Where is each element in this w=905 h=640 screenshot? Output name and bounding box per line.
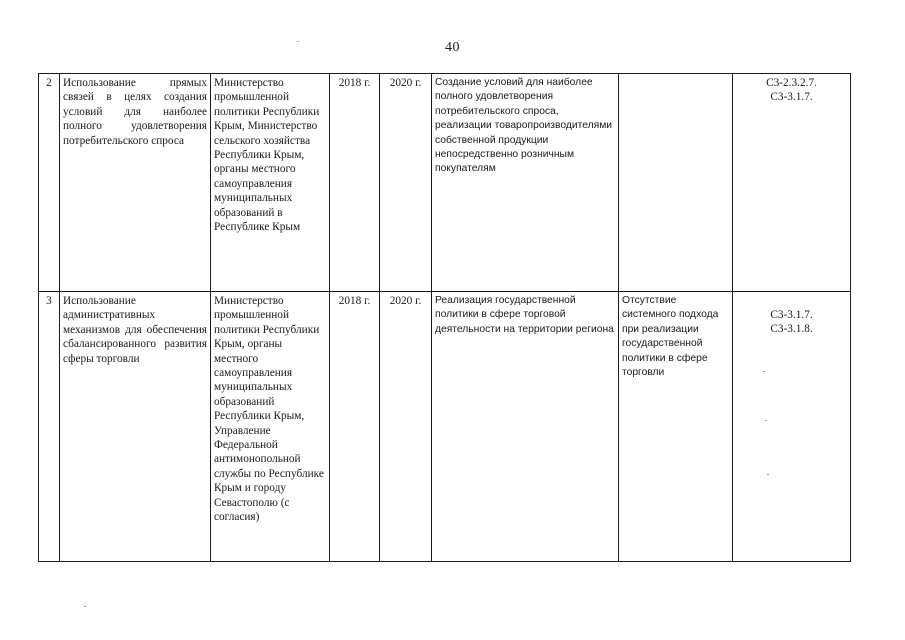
codes-cell: [733, 74, 851, 292]
problem-cell: Отсутствие системного подхода при реализации государственной политики в сфере торговли: [619, 292, 733, 562]
executors-cell: Министерство промышленной политики Республики Крым, Министерство сельского хозяйства Республики Крым, органы местного самоуправления муниципальных образований в Республике Крым: [211, 74, 330, 292]
scan-speck: [765, 420, 767, 421]
page-number: 40: [445, 40, 460, 55]
measure-name-cell: Использование административных механизмов для обеспечения сбалансированного развития сферы торговли: [60, 292, 211, 562]
scan-speck: [297, 41, 299, 42]
expected-result-cell: Реализация государственной политики в сфере торговой деятельности на территории региона: [432, 292, 619, 562]
expected-result-cell: Создание условий для наиболее полного удовлетворения потребительского спроса, реализации товаропроизводителями собственной продукции непосредственно розничным покупателям: [432, 74, 619, 292]
start-year-cell: 2018 г.: [330, 74, 380, 292]
row-number-cell: 3: [39, 292, 60, 562]
end-year-cell: 2020 г.: [380, 74, 432, 292]
scan-speck: [767, 474, 769, 475]
code-item: С3-2.3.2.7.: [766, 77, 817, 89]
codes-cell: [733, 292, 851, 562]
executors-cell: Министерство промышленной политики Республики Крым, органы местного самоуправления муниципальных образований Республики Крым, Управление Федеральной антимонопольной службы по Республике Крым и городу Севастополю (с согласия): [211, 292, 330, 562]
code-item: С3-3.1.7.: [770, 91, 813, 104]
row-number-cell: 2: [39, 74, 60, 292]
code-item: С3-3.1.8.: [770, 323, 813, 336]
end-year-cell: 2020 г.: [380, 292, 432, 562]
program-measures-table: [38, 73, 851, 562]
scan-speck: [84, 606, 86, 607]
table-row: [39, 74, 851, 292]
problem-cell: [619, 74, 733, 292]
code-item: С3-3.1.7.: [770, 309, 813, 321]
table-row: [39, 292, 851, 562]
start-year-cell: 2018 г.: [330, 292, 380, 562]
scan-speck: [763, 371, 765, 372]
measure-name-cell: Использование прямых связей в целях создания условий для наиболее полного удовлетворения потребительского спроса: [60, 74, 211, 292]
